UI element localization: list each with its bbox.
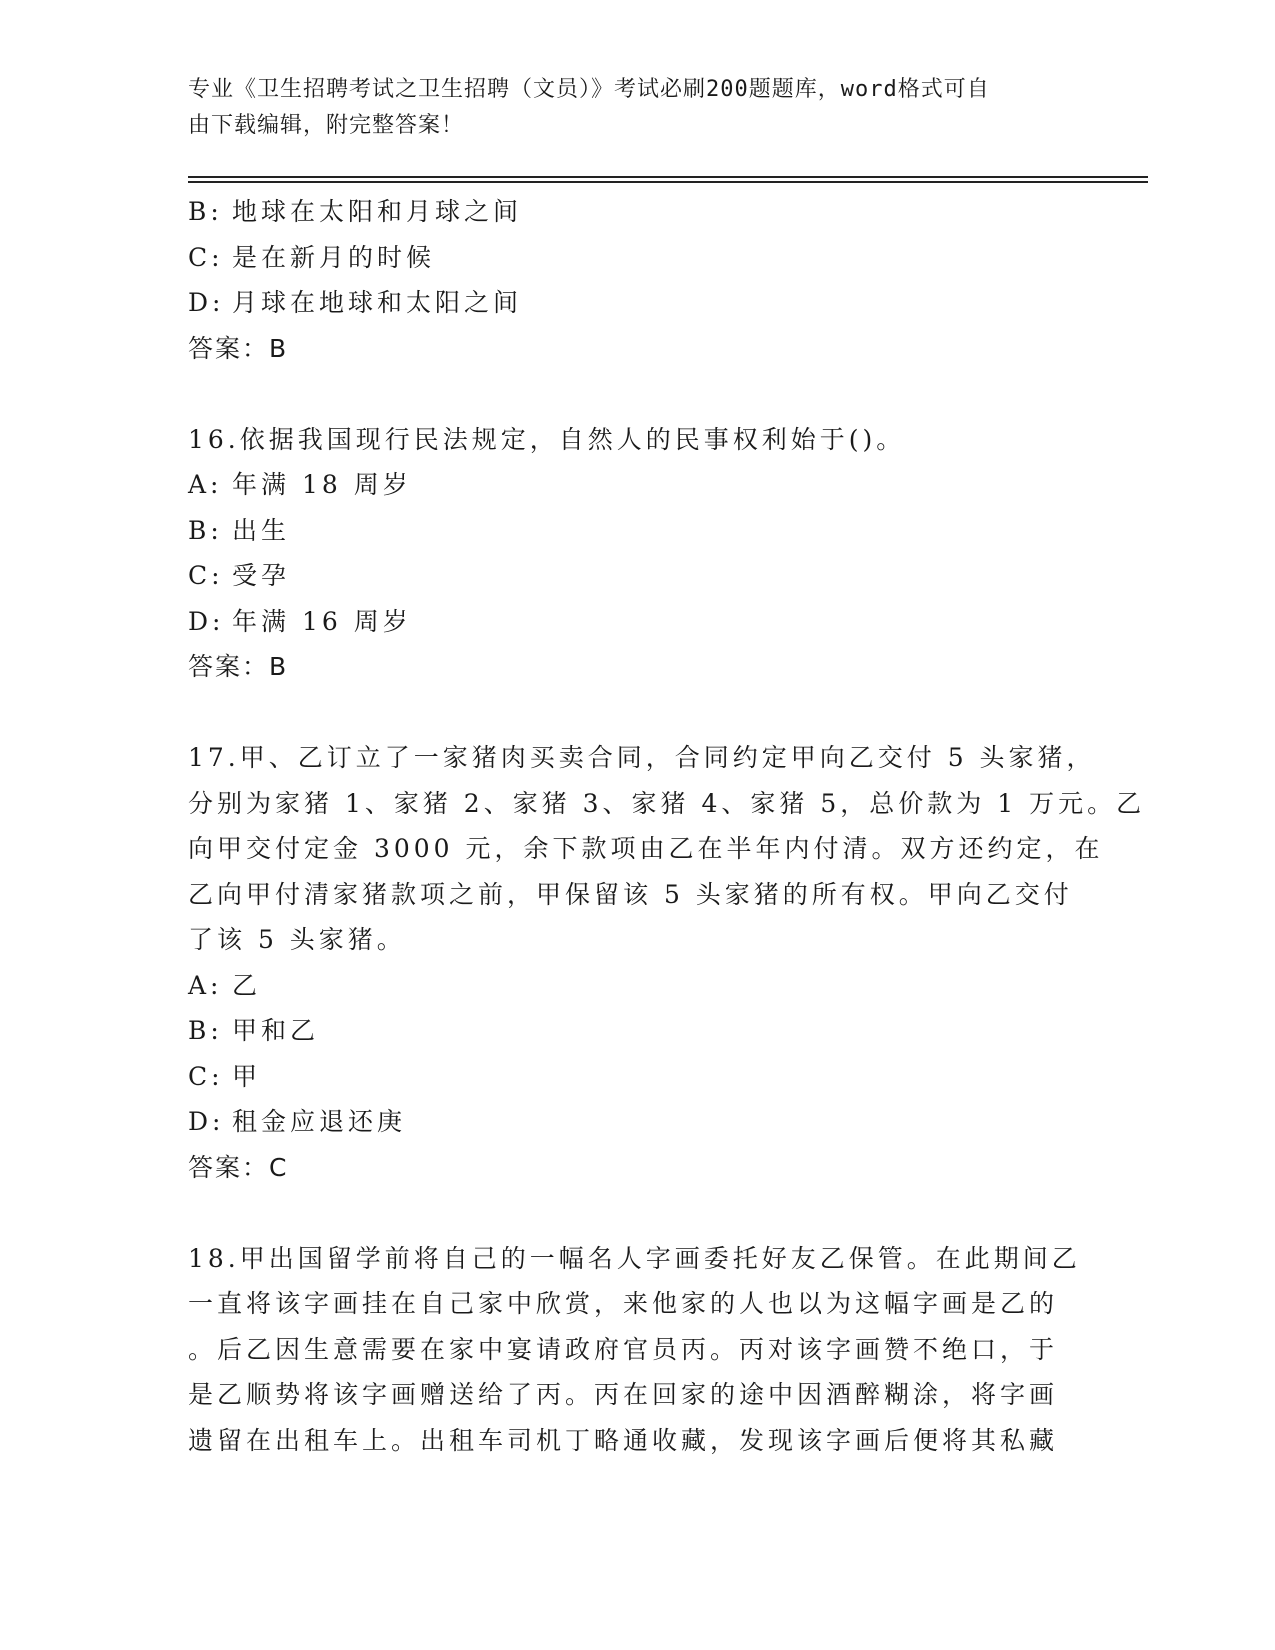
option-letter: C: [188,561,224,590]
question-stem-line: 分别为家猪 1、家猪 2、家猪 3、家猪 4、家猪 5，总价款为 1 万元。乙 [188,788,1146,818]
option-text: 年满 18 周岁 [232,470,412,499]
spacer [188,690,1088,736]
question-stem-line: 。后乙因生意需要在家中宴请政府官员丙。丙对该字画赞不绝口，于 [188,1334,1059,1364]
option-letter: B: [188,1016,223,1045]
spacer [188,371,1088,417]
option-b [188,508,1088,554]
answer-line: 答案：B [188,652,289,681]
option-c [188,553,1088,599]
option-text: 租金应退还庚 [232,1107,407,1136]
option-c [188,1054,1088,1100]
answer-line: 答案：B [188,333,289,363]
option-b [188,1008,1088,1054]
option-letter: D: [188,1107,225,1136]
option-d [188,1099,1088,1145]
option-text: 年满 16 周岁 [232,606,412,636]
option-letter: B: [188,197,223,226]
header-divider-bottom [188,181,1148,183]
option-text: 甲 [232,1061,262,1091]
document-header [188,72,1068,144]
question-stem-line: 17.甲、乙订立了一家猪肉买卖合同，合同约定甲向乙交付 5 头家猪， [188,743,1096,772]
question-15-continued [188,189,1088,371]
option-d [188,280,1088,326]
question-stem-line: 18.甲出国留学前将自己的一幅名人字画委托好友乙保管。在此期间乙 [188,1243,1081,1273]
question-stem-line: 乙向甲付清家猪款项之前，甲保留该 5 头家猪的所有权。甲向乙交付 [188,879,1073,909]
question-stem-line: 了该 5 头家猪。 [188,925,406,954]
option-text: 甲和乙 [232,1016,320,1045]
header-line-2: 由下载编辑，附完整答案！ [188,113,465,138]
option-text: 是在新月的时候 [232,242,436,272]
option-a [188,963,1088,1009]
question-stem-line: 向甲交付定金 3000 元，余下款项由乙在半年内付清。双方还约定，在 [188,834,1104,863]
option-letter: A: [188,470,223,499]
option-text: 受孕 [232,561,291,590]
question-stem-line: 16.依据我国现行民法规定，自然人的民事权利始于()。 [188,424,906,454]
question-stem-line: 一直将该字画挂在自己家中欣赏，来他家的人也以为这幅字画是乙的 [188,1289,1059,1318]
header-line-1: 专业《卫生招聘考试之卫生招聘（文员）》考试必刷200题题库，word格式可自 [188,77,990,102]
question-stem-line: 是乙顺势将该字画赠送给了丙。丙在回家的途中因酒醉糊涂，将字画 [188,1380,1059,1409]
header-divider-top [188,176,1148,178]
answer-line: 答案：C [188,1152,289,1182]
option-c [188,235,1088,281]
option-letter: D: [188,288,225,317]
option-text: 出生 [232,515,291,545]
question-17 [188,735,1146,1190]
option-d [188,599,1088,645]
option-letter: D: [188,606,225,636]
option-a [188,462,1088,508]
option-text: 月球在地球和太阳之间 [232,288,523,317]
document-body [188,189,1146,1463]
option-letter: C: [188,242,224,272]
option-letter: C: [188,1061,224,1091]
option-text: 乙 [232,970,262,1000]
question-18 [188,1236,1088,1464]
question-16 [188,417,1088,690]
option-text: 地球在太阳和月球之间 [232,197,523,226]
spacer [188,1190,1088,1236]
option-b [188,189,1088,235]
option-letter: A: [188,970,223,1000]
question-stem-line: 遗留在出租车上。出租车司机丁略通收藏，发现该字画后便将其私藏 [188,1425,1059,1455]
option-letter: B: [188,515,223,545]
